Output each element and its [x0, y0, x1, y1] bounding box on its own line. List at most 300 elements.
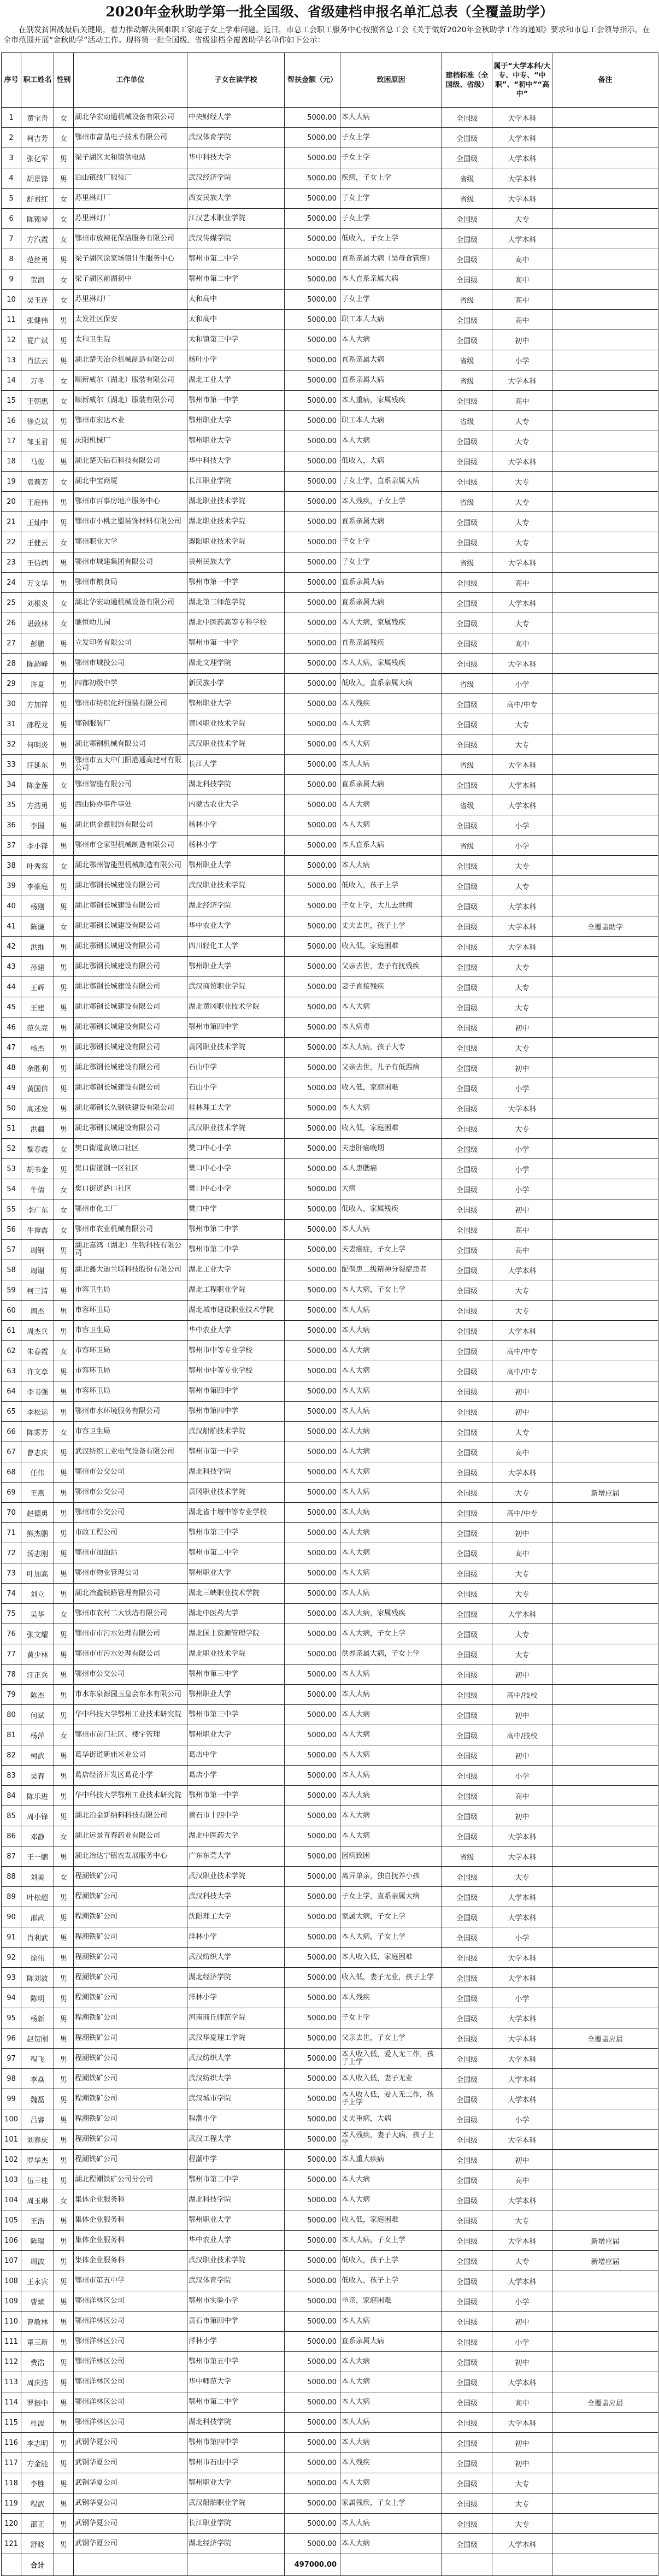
cell-level: 全国级	[442, 1988, 492, 2008]
cell-employer: 程潮铁矿公司	[74, 2008, 187, 2028]
cell-remark	[552, 1806, 658, 1826]
cell-index: 121	[2, 2534, 21, 2554]
cell-index: 23	[2, 552, 21, 573]
cell-remark	[552, 2291, 658, 2312]
cell-remark: 全覆盖应届	[552, 2392, 658, 2413]
cell-education: 大学本科	[492, 1826, 552, 1846]
cell-remark	[552, 1098, 658, 1119]
cell-name: 周钢	[21, 1240, 54, 1260]
cell-education: 大专	[492, 1624, 552, 1644]
cell-level: 省级	[442, 552, 492, 573]
cell-level: 全国级	[442, 1523, 492, 1543]
cell-level: 全国级	[442, 876, 492, 896]
table-row	[2, 1260, 658, 1280]
cell-reason: 本人大病	[340, 1402, 442, 1422]
cell-employer: 湖北鄂钢长城建设有限公司	[74, 937, 187, 957]
cell-employer: 鄂州市化工厂	[74, 1199, 187, 1220]
total-label: 合计	[21, 2554, 54, 2576]
cell-education: 大学本科	[492, 2190, 552, 2210]
cell-name: 黄国信	[21, 1078, 54, 1098]
cell-remark	[552, 1402, 658, 1422]
cell-school: 贵州民族大学	[187, 552, 285, 573]
cell-reason: 本人大病	[340, 1098, 442, 1119]
cell-index: 16	[2, 411, 21, 431]
cell-employer: 集体企业服务科	[74, 2190, 187, 2210]
cell-index: 62	[2, 1341, 21, 1361]
cell-level: 全国级	[442, 2453, 492, 2473]
cell-amount: 5000.00	[285, 1927, 340, 1948]
cell-name: 王灿中	[21, 512, 54, 532]
table-row	[2, 1361, 658, 1381]
page-title: 2020年金秋助学第一批全国级、省级建档申报名单汇总表（全覆盖助学）	[105, 4, 554, 20]
cell-school: 新民族小学	[187, 674, 285, 694]
cell-amount: 5000.00	[285, 1381, 340, 1402]
table-row	[2, 290, 658, 310]
cell-level: 全国级	[442, 1341, 492, 1361]
table-row	[2, 1159, 658, 1179]
cell-remark	[552, 2493, 658, 2514]
cell-name: 黄宝舟	[21, 108, 54, 128]
cell-education: 高中	[492, 1220, 552, 1240]
cell-education: 大学本科	[492, 1260, 552, 1280]
cell-level: 全国级	[442, 1483, 492, 1503]
cell-remark	[552, 654, 658, 674]
cell-gender: 女	[54, 370, 74, 391]
table-row	[2, 795, 658, 815]
cell-remark	[552, 2514, 658, 2534]
cell-remark: 新增应届	[552, 2251, 658, 2271]
cell-gender: 女	[54, 229, 74, 249]
cell-education: 小学	[492, 2291, 552, 2312]
cell-employer: 武钢华夏公司	[74, 2493, 187, 2514]
cell-reason: 本人大病	[340, 997, 442, 1018]
cell-education: 小学	[492, 2109, 552, 2130]
cell-amount: 5000.00	[285, 1422, 340, 1442]
table-row	[2, 1442, 658, 1462]
cell-remark: 全覆盖应届	[552, 2028, 658, 2049]
cell-remark	[552, 1745, 658, 1766]
cell-remark	[552, 1159, 658, 1179]
cell-amount: 5000.00	[285, 350, 340, 370]
cell-school: 鄂州市第二中学	[187, 1220, 285, 1240]
cell-school: 武汉纺织大学	[187, 2069, 285, 2089]
cell-school: 湖北职业技术学院	[187, 492, 285, 512]
cell-school: 桂林理工大学	[187, 1098, 285, 1119]
cell-education: 大专	[492, 1119, 552, 1139]
cell-name: 刘根炎	[21, 593, 54, 613]
cell-education: 高中	[492, 269, 552, 290]
cell-level: 全国级	[442, 2514, 492, 2534]
cell-amount: 5000.00	[285, 512, 340, 532]
cell-level: 全国级	[442, 977, 492, 997]
cell-education: 大学本科	[492, 2049, 552, 2069]
cell-amount: 5000.00	[285, 2170, 340, 2190]
cell-gender: 男	[54, 674, 74, 694]
cell-amount: 5000.00	[285, 269, 340, 290]
cell-name: 许文章	[21, 1361, 54, 1381]
cell-gender: 男	[54, 1442, 74, 1462]
table-row	[2, 2251, 658, 2271]
cell-index: 64	[2, 1381, 21, 1402]
cell-amount: 5000.00	[285, 1139, 340, 1159]
cell-education: 大专	[492, 957, 552, 977]
cell-index: 54	[2, 1179, 21, 1199]
cell-gender: 男	[54, 2392, 74, 2413]
cell-level: 全国级	[442, 532, 492, 552]
cell-gender: 男	[54, 1402, 74, 1422]
cell-education: 高中	[492, 290, 552, 310]
cell-reason: 本人大病	[340, 2473, 442, 2493]
cell-index: 74	[2, 1584, 21, 1604]
cell-school: 鄂州市实验小学	[187, 2291, 285, 2312]
cell-amount: 5000.00	[285, 1240, 340, 1260]
cell-gender: 男	[54, 2231, 74, 2251]
cell-remark	[552, 674, 658, 694]
cell-amount: 5000.00	[285, 694, 340, 714]
table-row	[2, 1503, 658, 1523]
cell-level: 全国级	[442, 2433, 492, 2453]
cell-school: 黄冈职业技术学院	[187, 1483, 285, 1503]
cell-level: 全国级	[442, 1098, 492, 1119]
cell-gender: 女	[54, 108, 74, 128]
table-row	[2, 148, 658, 168]
cell-school: 广东东莞大学	[187, 1846, 285, 1867]
cell-index: 33	[2, 755, 21, 775]
cell-amount: 5000.00	[285, 795, 340, 815]
table-row	[2, 633, 658, 654]
cell-education: 大学本科	[492, 1907, 552, 1927]
cell-gender: 男	[54, 1301, 74, 1321]
cell-index: 63	[2, 1361, 21, 1381]
cell-remark	[552, 1927, 658, 1948]
cell-index: 55	[2, 1199, 21, 1220]
cell-level: 全国级	[442, 1927, 492, 1948]
cell-school: 鄂州市第三中学	[187, 1523, 285, 1543]
cell-education: 大专	[492, 2514, 552, 2534]
cell-amount: 5000.00	[285, 1462, 340, 1483]
cell-remark	[552, 2473, 658, 2493]
col-header-employer: 工作单位	[74, 53, 187, 108]
cell-school: 武汉华夏理工学院	[187, 2028, 285, 2049]
cell-index: 85	[2, 1806, 21, 1826]
cell-gender: 男	[54, 451, 74, 472]
cell-level: 全国级	[442, 1867, 492, 1887]
cell-name: 周杰兵	[21, 1321, 54, 1341]
cell-amount: 5000.00	[285, 633, 340, 654]
cell-name: 吴春	[21, 1766, 54, 1786]
cell-gender: 女	[54, 269, 74, 290]
cell-level: 全国级	[442, 1220, 492, 1240]
cell-reason: 大病	[340, 1179, 442, 1199]
cell-name: 吴玉连	[21, 290, 54, 310]
cell-remark	[552, 1462, 658, 1483]
cell-reason: 供养亲属大病，子女上学	[340, 1644, 442, 1665]
cell-remark	[552, 370, 658, 391]
cell-reason: 本人重大疾病	[340, 2150, 442, 2170]
table-row	[2, 1199, 658, 1220]
cell-name: 叶加高	[21, 1563, 54, 1584]
cell-amount: 5000.00	[285, 573, 340, 593]
cell-reason: 本人大病	[340, 1462, 442, 1483]
cell-name: 贺润	[21, 269, 54, 290]
cell-education: 高中	[492, 633, 552, 654]
cell-level: 全国级	[442, 2231, 492, 2251]
cell-level: 全国级	[442, 937, 492, 957]
cell-gender: 女	[54, 1220, 74, 1240]
cell-name: 曹敏林	[21, 2312, 54, 2332]
cell-education: 小学	[492, 1927, 552, 1948]
cell-reason: 低收入，孩子上学	[340, 2271, 442, 2291]
table-row	[2, 2231, 658, 2251]
cell-index: 38	[2, 856, 21, 876]
cell-amount: 5000.00	[285, 1179, 340, 1199]
cell-education: 高中	[492, 2392, 552, 2413]
cell-level: 全国级	[442, 1058, 492, 1078]
table-row	[2, 613, 658, 633]
cell-remark	[552, 1280, 658, 1301]
cell-education: 小学	[492, 1078, 552, 1098]
table-row	[2, 2534, 658, 2554]
cell-employer: 程潮铁矿公司	[74, 2028, 187, 2049]
cell-education: 大学本科	[492, 916, 552, 937]
cell-reason: 本人大病	[340, 1442, 442, 1462]
cell-level: 全国级	[442, 512, 492, 532]
cell-amount: 5000.00	[285, 1988, 340, 2008]
cell-employer: 武钢华夏公司	[74, 2534, 187, 2554]
cell-amount: 5000.00	[285, 1826, 340, 1846]
cell-index: 1	[2, 108, 21, 128]
cell-index: 69	[2, 1483, 21, 1503]
cell-gender: 女	[54, 593, 74, 613]
cell-index: 12	[2, 330, 21, 350]
cell-gender: 男	[54, 836, 74, 856]
cell-index: 100	[2, 2109, 21, 2130]
cell-level: 全国级	[442, 229, 492, 249]
cell-gender: 女	[54, 613, 74, 633]
cell-education: 大专	[492, 472, 552, 492]
cell-amount: 5000.00	[285, 128, 340, 148]
cell-gender: 男	[54, 2109, 74, 2130]
cell-level: 全国级	[442, 815, 492, 836]
cell-reason: 收入低，妻子无业，孩子上学	[340, 1968, 442, 1988]
cell-reason: 本人大病	[340, 1826, 442, 1846]
cell-school: 湖北工程职业学院	[187, 1280, 285, 1301]
cell-employer: 庆阳机械厂	[74, 431, 187, 451]
cell-index: 81	[2, 1725, 21, 1745]
table-row	[2, 1179, 658, 1199]
cell-index: 56	[2, 1220, 21, 1240]
cell-education: 高中	[492, 1543, 552, 1563]
cell-remark	[552, 795, 658, 815]
cell-name: 刘立	[21, 1584, 54, 1604]
cell-index: 89	[2, 1887, 21, 1907]
cell-level: 省级	[442, 370, 492, 391]
cell-gender: 男	[54, 2210, 74, 2231]
cell-education: 小学	[492, 1139, 552, 1159]
cell-education: 大学本科	[492, 2271, 552, 2291]
cell-amount: 5000.00	[285, 2130, 340, 2150]
cell-school: 湖北黄冈职业技术学院	[187, 997, 285, 1018]
cell-gender: 男	[54, 1624, 74, 1644]
table-row	[2, 2392, 658, 2413]
cell-name: 叶松超	[21, 1887, 54, 1907]
cell-level: 省级	[442, 350, 492, 370]
cell-name: 李志明	[21, 2433, 54, 2453]
cell-employer: 樊口街道路口社区	[74, 1179, 187, 1199]
cell-gender: 男	[54, 2028, 74, 2049]
cell-school: 武汉城市学院	[187, 2089, 285, 2109]
cell-school: 湖北中医药大学	[187, 1604, 285, 1624]
cell-education: 大学本科	[492, 795, 552, 815]
cell-index: 115	[2, 2413, 21, 2433]
cell-level: 全国级	[442, 997, 492, 1018]
cell-school: 长江职业学院	[187, 472, 285, 492]
cell-name: 舒君红	[21, 189, 54, 209]
cell-employer: 程潮铁矿公司	[74, 2130, 187, 2150]
cell-index: 59	[2, 1280, 21, 1301]
cell-index: 102	[2, 2150, 21, 2170]
cell-gender: 男	[54, 1240, 74, 1260]
cell-education: 大学本科	[492, 2534, 552, 2554]
cell-employer: 鄂州市公交公司	[74, 1483, 187, 1503]
cell-name: 彭鹏	[21, 633, 54, 654]
cell-employer: 苏里淋灯厂	[74, 290, 187, 310]
cell-education: 大学本科	[492, 552, 552, 573]
cell-gender: 男	[54, 937, 74, 957]
cell-employer: 鄂州市公交公司	[74, 1665, 187, 1685]
cell-amount: 5000.00	[285, 2332, 340, 2352]
cell-remark	[552, 1968, 658, 1988]
cell-remark	[552, 1907, 658, 1927]
cell-remark	[552, 1786, 658, 1806]
cell-amount: 5000.00	[285, 2372, 340, 2392]
cell-education: 高中/中专	[492, 1361, 552, 1381]
cell-name: 柯三清	[21, 1280, 54, 1301]
cell-level: 全国级	[442, 431, 492, 451]
cell-reason: 子女上学	[340, 189, 442, 209]
cell-employer: 湖北鄂钢长城建设有限公司	[74, 1078, 187, 1098]
cell-amount: 5000.00	[285, 2190, 340, 2210]
cell-school: 长江大学	[187, 755, 285, 775]
cell-education: 大专	[492, 1563, 552, 1584]
cell-reason: 丈夫去世，孩子上学	[340, 916, 442, 937]
cell-employer: 太发社区保安	[74, 310, 187, 330]
cell-remark	[552, 2332, 658, 2352]
cell-index: 79	[2, 1685, 21, 1705]
cell-level: 全国级	[442, 2312, 492, 2332]
cell-gender: 男	[54, 1159, 74, 1179]
cell-education: 高中/中专	[492, 694, 552, 714]
cell-gender: 男	[54, 492, 74, 512]
cell-education: 初中	[492, 2352, 552, 2372]
cell-employer: 程潮铁矿公司	[74, 1907, 187, 1927]
cell-remark	[552, 573, 658, 593]
cell-level: 全国级	[442, 1826, 492, 1846]
cell-amount: 5000.00	[285, 1644, 340, 1665]
cell-amount: 5000.00	[285, 2352, 340, 2372]
cell-gender: 男	[54, 411, 74, 431]
cell-school: 鄂州职业大学	[187, 694, 285, 714]
cell-remark	[552, 2069, 658, 2089]
cell-reason: 本人大病	[340, 2312, 442, 2332]
cell-name: 曹志庆	[21, 1442, 54, 1462]
cell-index: 31	[2, 714, 21, 734]
cell-index: 82	[2, 1745, 21, 1766]
cell-level: 全国级	[442, 2251, 492, 2271]
cell-education: 小学	[492, 674, 552, 694]
total-blank	[442, 2554, 492, 2576]
cell-amount: 5000.00	[285, 168, 340, 189]
cell-gender: 男	[54, 1644, 74, 1665]
cell-amount: 5000.00	[285, 2089, 340, 2109]
cell-gender: 女	[54, 532, 74, 552]
cell-remark	[552, 1422, 658, 1442]
cell-remark: 新增应届	[552, 2231, 658, 2251]
cell-index: 83	[2, 1766, 21, 1786]
cell-remark	[552, 876, 658, 896]
cell-name: 周波	[21, 2251, 54, 2271]
cell-reason: 子女上学	[340, 148, 442, 168]
cell-school: 鄂州市中等专业学校	[187, 1341, 285, 1361]
cell-amount: 5000.00	[285, 2150, 340, 2170]
cell-level: 全国级	[442, 654, 492, 674]
cell-name: 万文华	[21, 573, 54, 593]
cell-employer: 鄂州市纺织化纤服装有限公司	[74, 694, 187, 714]
cell-school: 鄂州市第二中学	[187, 2170, 285, 2190]
cell-amount: 5000.00	[285, 734, 340, 755]
cell-level: 全国级	[442, 1078, 492, 1098]
cell-name: 曹斌	[21, 2291, 54, 2312]
cell-amount: 5000.00	[285, 1119, 340, 1139]
cell-gender: 男	[54, 2291, 74, 2312]
cell-level: 全国级	[442, 1361, 492, 1381]
cell-reason: 本人大病	[340, 795, 442, 815]
cell-employer: 程潮铁矿公司	[74, 1927, 187, 1948]
cell-reason: 低收入，子女上学	[340, 229, 442, 249]
cell-amount: 5000.00	[285, 1705, 340, 1725]
cell-gender: 男	[54, 1098, 74, 1119]
cell-name: 陈明	[21, 1988, 54, 2008]
cell-school: 湖北科技学院	[187, 2190, 285, 2210]
cell-education: 小学	[492, 1988, 552, 2008]
table-row	[2, 1523, 658, 1543]
table-row	[2, 330, 658, 350]
cell-employer: 葛华街道新庙米业公司	[74, 1745, 187, 1766]
cell-amount: 5000.00	[285, 2109, 340, 2130]
cell-level: 全国级	[442, 1604, 492, 1624]
table-row	[2, 1462, 658, 1483]
cell-reason: 本人患腮癌	[340, 1159, 442, 1179]
cell-remark	[552, 1240, 658, 1260]
cell-education: 大学本科	[492, 128, 552, 148]
cell-amount: 5000.00	[285, 2008, 340, 2028]
cell-level: 全国级	[442, 1503, 492, 1523]
table-row	[2, 370, 658, 391]
cell-education: 初中	[492, 2453, 552, 2473]
cell-level: 全国级	[442, 2028, 492, 2049]
table-row	[2, 2109, 658, 2130]
cell-reason: 本人大病	[340, 1705, 442, 1725]
cell-remark	[552, 896, 658, 916]
cell-index: 48	[2, 1058, 21, 1078]
cell-name: 王建	[21, 997, 54, 1018]
cell-employer: 湖北鑫大迪兰联科技股份有限公司	[74, 1260, 187, 1280]
cell-education: 大专	[492, 997, 552, 1018]
cell-employer: 湖北鄂钢长城建设有限公司	[74, 1058, 187, 1078]
cell-remark	[552, 1867, 658, 1887]
cell-level: 全国级	[442, 1563, 492, 1584]
cell-school: 鄂州市中等专业学校	[187, 1361, 285, 1381]
